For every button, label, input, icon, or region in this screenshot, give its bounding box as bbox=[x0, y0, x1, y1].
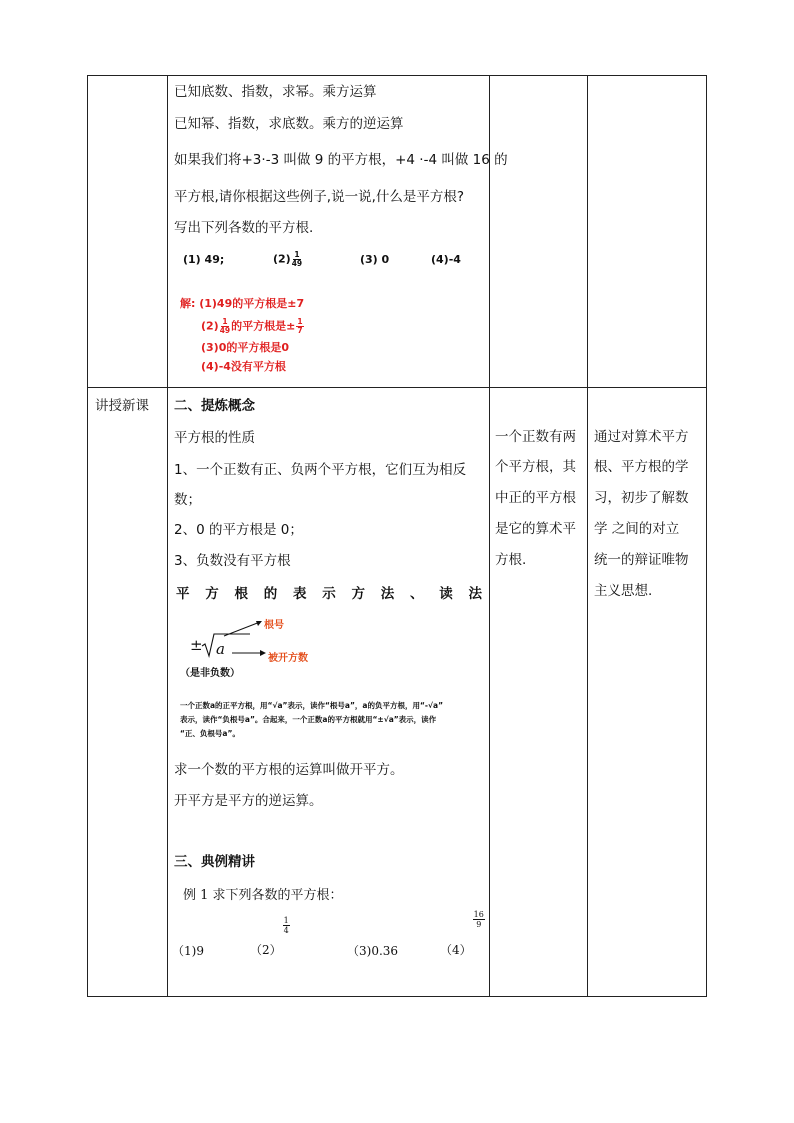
col3-line-1: 一个正数有两 bbox=[495, 429, 576, 445]
table-top-border bbox=[87, 75, 707, 76]
col4-line-2: 根、平方根的学 bbox=[594, 459, 689, 475]
solution-3: (3)0的平方根是0 bbox=[201, 341, 290, 354]
arrow-head-radicand bbox=[260, 650, 266, 656]
label-root: 根号 bbox=[264, 620, 284, 631]
col4-line-3: 习，初步了解数 bbox=[594, 490, 689, 506]
definition-1: 求一个数的平方根的运算叫做开平方。 bbox=[174, 762, 404, 778]
col3-line-3: 中正的平方根 bbox=[495, 490, 576, 506]
column-divider-1 bbox=[167, 75, 168, 997]
section-3-title: 三、典例精讲 bbox=[174, 854, 255, 870]
problem-3: (3) 0 bbox=[360, 253, 390, 266]
solution-1: 解: (1)49的平方根是±7 bbox=[180, 297, 305, 310]
sqrt-diagram bbox=[180, 616, 340, 662]
table-right-border bbox=[706, 75, 707, 997]
solution-4: (4)-4没有平方根 bbox=[201, 360, 286, 373]
example-item-3: （3)0.36 bbox=[347, 944, 399, 958]
plus-minus-sign: ± bbox=[190, 636, 203, 654]
column-divider-3 bbox=[587, 75, 588, 997]
col4-line-4: 学 之间的对立 bbox=[594, 521, 680, 537]
property-1-line-2: 数； bbox=[174, 492, 201, 508]
text-line-4: 平方根,请你根据这些例子,说一说,什么是平方根? bbox=[174, 189, 465, 205]
example-1: 例 1 求下列各数的平方根： bbox=[183, 888, 343, 903]
properties-title: 平方根的性质 bbox=[174, 430, 255, 446]
property-1-line-1: 1、一个正数有正、负两个平方根，它们互为相反 bbox=[174, 462, 467, 478]
col3-line-5: 方根. bbox=[495, 552, 527, 568]
radicand-letter: a bbox=[216, 640, 225, 658]
example-item-4: （4） $\frac{16}{9}$ bbox=[440, 910, 484, 957]
col3-line-2: 个平方根，其 bbox=[495, 459, 576, 475]
note-line-2: 表示，读作“负根号a”。合起来，一个正数a的平方根就用“±√a”表示，读作 bbox=[180, 715, 437, 724]
col4-line-6: 主义思想. bbox=[594, 583, 653, 599]
example-item-2: （2） $\frac{1}{4}$ bbox=[250, 916, 289, 957]
problem-2: (2) $\frac{1}{49}$ bbox=[273, 250, 303, 268]
table-left-border bbox=[87, 75, 88, 997]
definition-2: 开平方是平方的逆运算。 bbox=[174, 793, 323, 809]
text-line-1: 已知底数、指数，求幂。乘方运算 bbox=[174, 84, 377, 100]
note-line-1: 一个正数a的正平方根，用“√a”表示，读作“根号a”，a的负平方根，用“-√a” bbox=[180, 701, 443, 710]
text-line-3: 如果我们将+3·-3 叫做 9 的平方根，+4 ·-4 叫做 16 的 bbox=[174, 152, 508, 168]
problem-4: (4)-4 bbox=[431, 253, 461, 266]
column-divider-2 bbox=[489, 75, 490, 997]
col4-line-1: 通过对算术平方 bbox=[594, 429, 689, 445]
solution-2: (2) $\frac{1}{49}$ 的平方根是± $\frac{1}{7}$ bbox=[201, 317, 303, 335]
col4-line-5: 统一的辩证唯物 bbox=[594, 552, 689, 568]
property-2: 2、0 的平方根是 0； bbox=[174, 522, 303, 538]
row-label: 讲授新课 bbox=[95, 398, 149, 414]
example-item-1: （1)9 bbox=[172, 944, 204, 958]
row-divider bbox=[87, 387, 707, 388]
problem-1: (1) 49; bbox=[183, 253, 225, 266]
text-line-2: 已知幂、指数，求底数。乘方的逆运算 bbox=[174, 116, 404, 132]
notation-title: 平 方 根 的 表 示 方 法 、 读 法 bbox=[176, 586, 482, 602]
col3-line-4: 是它的算术平 bbox=[495, 521, 576, 537]
table-bottom-border bbox=[87, 996, 707, 997]
label-radicand: 被开方数 bbox=[268, 653, 308, 664]
property-3: 3、负数没有平方根 bbox=[174, 553, 291, 569]
section-2-title: 二、提炼概念 bbox=[174, 398, 255, 414]
label-nonnegative: （是非负数） bbox=[180, 668, 240, 679]
note-line-3: “正、负根号a”。 bbox=[180, 729, 240, 738]
text-line-5: 写出下列各数的平方根. bbox=[174, 220, 314, 236]
